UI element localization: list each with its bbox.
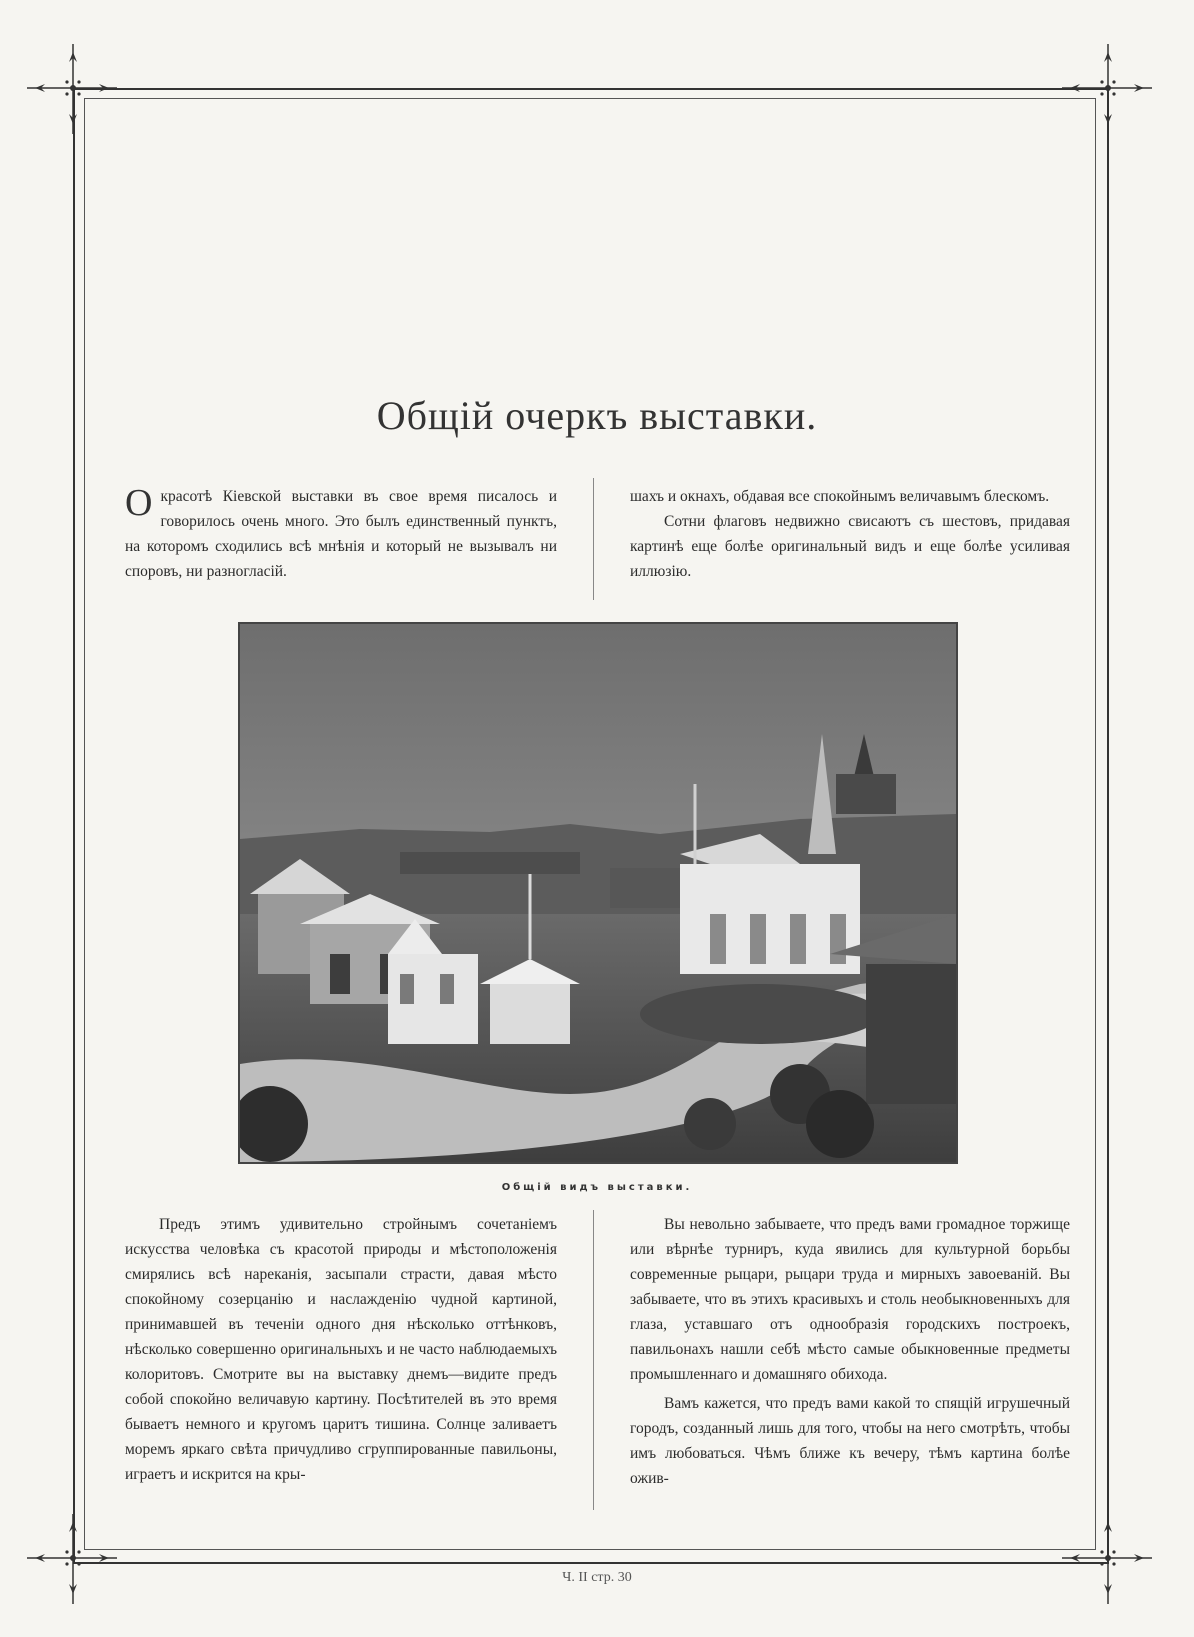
body-left-column — [125, 1212, 557, 1487]
column-divider — [593, 478, 594, 600]
body-right-paragraph: Вамъ кажется, что предъ вами какой то спящій игрушечный городъ, созданный лишь для того, чтобы на него смотрѣть, чтобы имъ любоваться. Чѣмъ ближе къ вечеру, тѣмъ картина болѣе ожив- — [630, 1395, 1070, 1487]
page-number: Ч. II стр. 30 — [562, 1570, 632, 1585]
exhibition-view-illustration — [240, 624, 956, 1162]
corner-ornament-icon — [27, 1514, 117, 1604]
drop-cap: О — [125, 482, 153, 524]
photo-caption: Общій видъ выставки. — [501, 1182, 693, 1193]
body-right-column — [630, 1212, 1070, 1491]
corner-ornament-icon — [1062, 1514, 1152, 1604]
body-right-paragraph: Вы невольно забываете, что предъ вами громадное торжище или вѣрнѣе турниръ, куда явились для культурной борьбы современные рыцари, рыцари труда и мирныхъ завоеваній. Вы забываете, что въ этихъ красивыхъ и столь необыкновенныхъ для глаза, уставшаго отъ однообразія городскихъ построекъ, павильонахъ нашли себѣ мѣсто самые обыкновенные предметы промышленнаго и домашняго обихода. — [630, 1216, 1070, 1383]
body-left-paragraph: Предъ этимъ удивительно стройнымъ сочетаніемъ искусства человѣка съ красотой природы и мѣстоположенія смирялись всѣ нареканія, засыпали страсти, давая мѣсто спокойному созерцанію и наслажденію чудной картиной, принимавшей въ теченіи одного дня нѣсколько оттѣнковъ, нѣсколько совершенно оригинальныхъ и не часто наблюдаемыхъ колоритовъ. Смотрите вы на выставку днемъ—видите предъ собой спокойно величавую картину. Посѣтителей въ это время бываетъ немного и кругомъ царитъ тишина. Солнце заливаетъ моремъ яркаго свѣта причудливо сгруппированные павильоны, играетъ и искрится на кры- — [125, 1216, 557, 1483]
page-title: Общій очеркъ выставки. — [376, 393, 818, 438]
exhibition-photo — [238, 622, 958, 1164]
column-divider — [593, 1210, 594, 1510]
intro-right-paragraph: Сотни флаговъ недвижно свисаютъ съ шестовъ, придавая картинѣ еще болѣе оригинальный видъ и еще болѣе усиливая иллюзію. — [630, 513, 1070, 580]
intro-left-column — [125, 484, 557, 584]
intro-right-paragraph: шахъ и окнахъ, обдавая все спокойнымъ величавымъ блескомъ. — [630, 488, 1050, 505]
corner-ornament-icon — [27, 44, 117, 134]
intro-left-text: красотѣ Кіевской выставки въ свое время писалось и говорилось очень много. Это былъ единственный пунктъ, на которомъ сходились всѣ мнѣнія и который не вызывалъ ни споровъ, ни разногласій. — [125, 488, 557, 580]
intro-right-column — [630, 484, 1070, 584]
corner-ornament-icon — [1062, 44, 1152, 134]
